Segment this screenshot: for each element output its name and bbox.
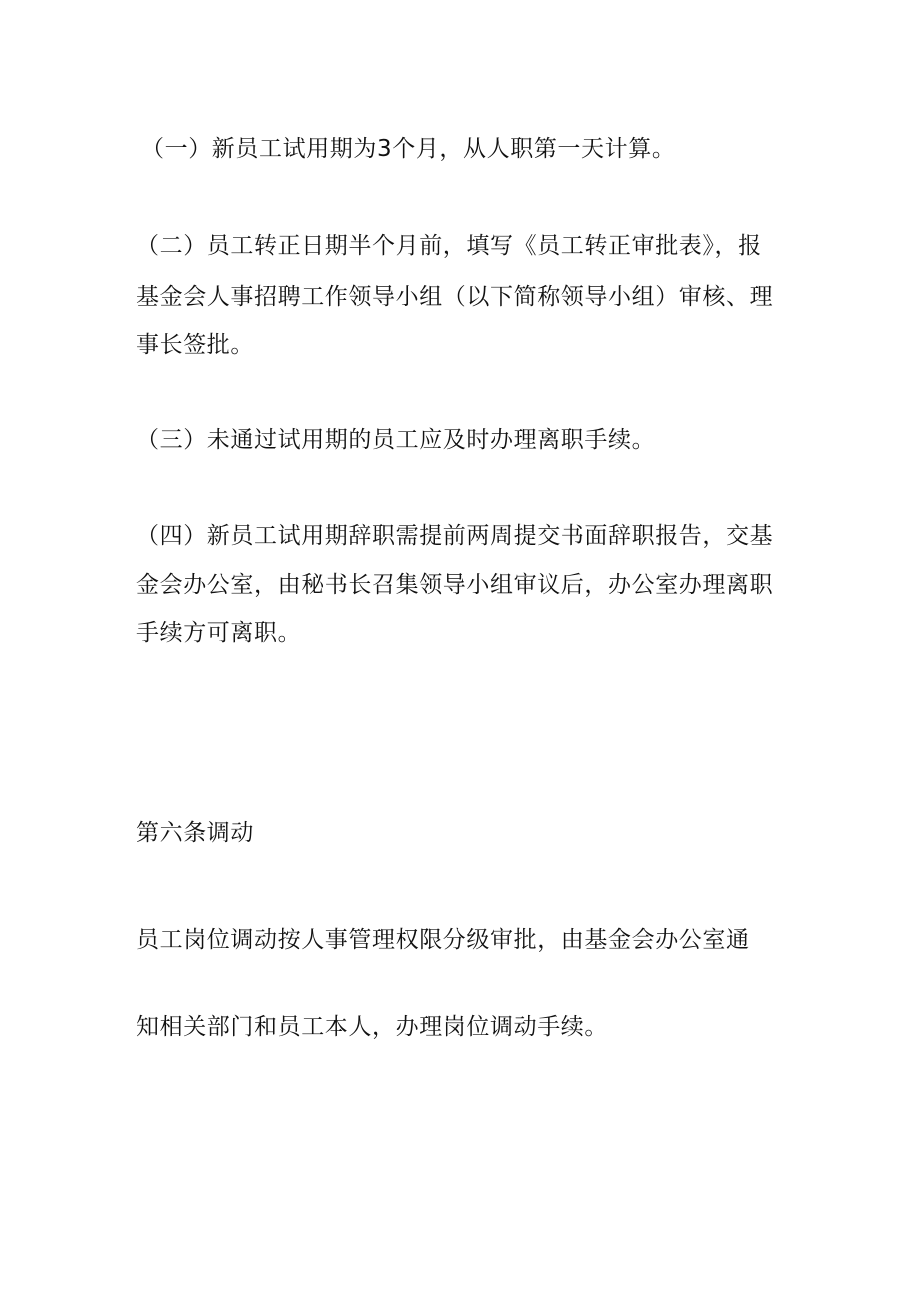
section-heading: 第六条调动 (136, 820, 254, 846)
section-body-line-1: 员工岗位调动按人事管理权限分级审批，由基金会办公室通 (136, 927, 750, 953)
section-body-line-2: 知相关部门和员工本人，办理岗位调动手续。 (136, 1014, 608, 1040)
paragraph-3-line-1: （三）未通过试用期的员工应及时办理离职手续。 (136, 427, 656, 453)
paragraph-4-line-1: （四）新员工试用期辞职需提前两周提交书面辞职报告，交基 (136, 523, 774, 549)
paragraph-1-line-1: （一）新员工试用期为3个月，从人职第一天计算。 (141, 136, 676, 162)
paragraph-2-line-2: 基金会人事招聘工作领导小组（以下简称领导小组）审核、理 (136, 284, 774, 310)
paragraph-2-line-3: 事长签批。 (136, 332, 254, 358)
paragraph-2-line-1: （二）员工转正日期半个月前，填写《员工转正审批表》，报 (136, 233, 762, 259)
paragraph-4-line-3: 手续方可离职。 (136, 620, 302, 646)
paragraph-4-line-2: 金会办公室，由秘书长召集领导小组审议后，办公室办理离职 (136, 572, 774, 598)
